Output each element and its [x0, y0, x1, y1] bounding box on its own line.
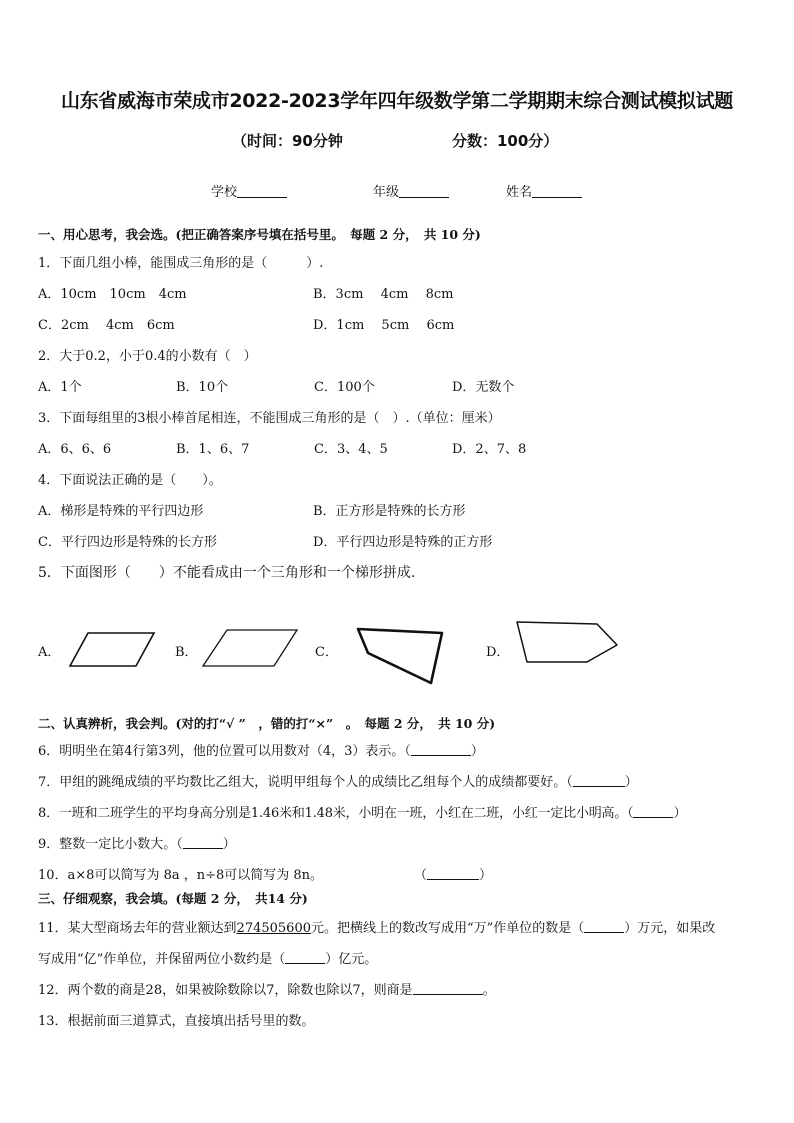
- q5-stem: 5．下面图形（ ）不能看成由一个三角形和一个梯形拼成.: [38, 565, 416, 581]
- q1-option-d: D．1cm 5cm 6cm: [313, 318, 455, 333]
- q9-text: 9．整数一定比小数大。（: [38, 837, 183, 852]
- q1-option-c: C．2cm 4cm 6cm: [38, 318, 175, 333]
- q13-text: 13．根据前面三道算式，直接填出括号里的数。: [38, 1014, 315, 1029]
- q3-option-a: A．6、6、6: [38, 442, 112, 457]
- q5-option-c: C．: [315, 645, 338, 660]
- section-2-heading: 二、认真辨析，我会判。(对的打“√ ” ，错的打“×” 。 每题 2 分， 共 10 分): [38, 716, 496, 731]
- q10-open: （: [414, 868, 428, 883]
- q8: [38, 802, 686, 821]
- q2-option-c: C．100个: [314, 380, 375, 395]
- q11-answer-blank-2[interactable]: [285, 951, 325, 964]
- q4-stem: 4．下面说法正确的是（ ）。: [38, 473, 222, 488]
- school-field: [211, 181, 287, 200]
- q9-close: ）: [222, 837, 236, 852]
- q8-text: 8．一班和二班学生的平均身高分别是1.46米和1.48米，小明在一班，小红在二班，小红一定比小明高。（: [38, 806, 634, 821]
- q7: [38, 771, 638, 790]
- q7-answer-blank[interactable]: [573, 774, 625, 787]
- q2-option-a: A．1个: [38, 380, 82, 395]
- q8-answer-blank[interactable]: [633, 805, 673, 818]
- shape-a-parallelogram: [68, 630, 158, 670]
- q7-close: ）: [624, 775, 638, 790]
- q12-end: 。: [482, 983, 496, 998]
- q11-post: 元。把横线上的数改写成用“万”作单位的数是（: [311, 921, 585, 936]
- q11-line2: [38, 948, 377, 967]
- q2-option-b: B．10个: [176, 380, 229, 395]
- page-title: 山东省威海市荣成市2022-2023学年四年级数学第二学期期末综合测试模拟试题: [61, 90, 733, 112]
- q9: [38, 833, 236, 852]
- q4-option-b: B．正方形是特殊的长方形: [313, 504, 466, 519]
- grade-label: 年级: [373, 185, 400, 200]
- q3-option-b: B．1、6、7: [176, 442, 250, 457]
- q6-answer-blank[interactable]: [411, 743, 471, 756]
- q10-answer-blank[interactable]: [427, 867, 479, 880]
- q11-answer-blank-1[interactable]: [584, 920, 624, 933]
- section-3-heading: 三、仔细观察，我会填。(每题 2 分， 共14 分): [38, 891, 308, 906]
- q11-number: 274505600: [236, 921, 311, 936]
- q4-option-a: A．梯形是特殊的平行四边形: [38, 504, 204, 519]
- shape-d-pentagon: [513, 619, 623, 667]
- q5-option-a: A．: [38, 645, 61, 660]
- q4-option-d: D．平行四边形是特殊的正方形: [313, 535, 493, 550]
- grade-field: [373, 181, 449, 200]
- q11-line2-end: ）亿元。: [325, 952, 378, 967]
- q2-option-d: D．无数个: [452, 380, 515, 395]
- exam-time: （时间：90分钟: [232, 132, 343, 150]
- q11-post2: ）万元，如果改: [624, 921, 716, 936]
- q1-stem: 1．下面几组小棒，能围成三角形的是（ ）.: [38, 256, 324, 271]
- q1-option-b: B．3cm 4cm 8cm: [313, 287, 454, 302]
- name-label: 姓名: [506, 185, 533, 200]
- q8-close: ）: [673, 806, 687, 821]
- q3-option-c: C．3、4、5: [314, 442, 388, 457]
- q7-text: 7．甲组的跳绳成绩的平均数比乙组大，说明甲组每个人的成绩比乙组每个人的成绩都要好。（: [38, 775, 573, 790]
- q12: [38, 979, 496, 998]
- school-label: 学校: [211, 185, 238, 200]
- q11-line2-text: 写成用“亿”作单位，并保留两位小数约是（: [38, 952, 286, 967]
- q4-option-c: C．平行四边形是特殊的长方形: [38, 535, 217, 550]
- q5-option-b: B．: [175, 645, 198, 660]
- name-field: [506, 181, 582, 200]
- q9-answer-blank[interactable]: [183, 836, 223, 849]
- q10-text: 10．a×8可以简写为 8a ，n÷8可以简写为 8n。: [38, 868, 324, 883]
- q12-text: 12．两个数的商是28，如果被除数除以7，除数也除以7，则商是: [38, 983, 413, 998]
- exam-score: 分数：100分）: [452, 132, 559, 150]
- q10-answer: [414, 864, 492, 883]
- q5-option-d: D．: [486, 645, 510, 660]
- q6-close: ）: [470, 744, 484, 759]
- shape-c-quadrilateral: [355, 625, 445, 687]
- shape-b-parallelogram: [200, 628, 300, 670]
- q2-stem: 2．大于0.2，小于0.4的小数有（ ）: [38, 349, 257, 364]
- q6: [38, 740, 484, 759]
- q12-answer-blank[interactable]: [413, 982, 483, 995]
- q3-option-d: D．2、7、8: [452, 442, 527, 457]
- section-1-heading: 一、用心思考，我会选。(把正确答案序号填在括号里。 每题 2 分， 共 10 分): [38, 227, 481, 242]
- q11-line1: [38, 917, 715, 936]
- q6-text: 6．明明坐在第4行第3列，他的位置可以用数对（4，3）表示。（: [38, 744, 411, 759]
- q10-close: ）: [479, 868, 493, 883]
- q1-option-a: A．10cm 10cm 4cm: [38, 287, 187, 302]
- q11-pre: 11．某大型商场去年的营业额达到: [38, 921, 237, 936]
- q3-stem: 3．下面每组里的3根小棒首尾相连，不能围成三角形的是（ ）.（单位：厘米）: [38, 411, 501, 426]
